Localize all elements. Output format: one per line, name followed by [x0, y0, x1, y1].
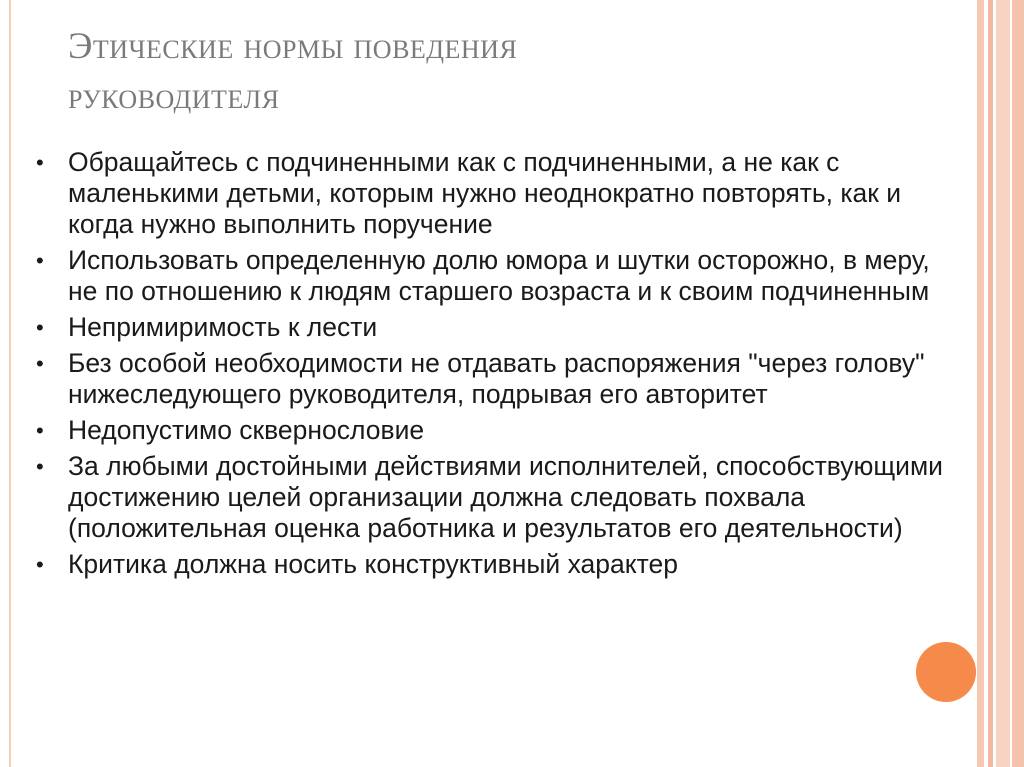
bullet-text: Критика должна носить конструктивный характер — [68, 549, 678, 579]
bullet-item — [30, 312, 965, 343]
decorative-circle-icon — [916, 642, 976, 702]
bullet-icon: • — [36, 454, 44, 479]
slide-title — [68, 22, 928, 122]
bullet-text: За любыми достойными действиями исполнителей, способствующими достижению целей организации должна следовать похвала (положительная оценка работника и результатов его деятельности) — [68, 451, 943, 543]
bullet-list — [30, 147, 965, 585]
bullet-item — [30, 147, 965, 240]
bullet-item — [30, 348, 965, 410]
bullet-text: Недопустимо сквернословие — [68, 415, 425, 445]
bullet-icon: • — [36, 248, 44, 273]
bullet-item — [30, 549, 965, 580]
right-decorative-stripe — [1012, 0, 1024, 767]
bullet-text: Без особой необходимости не отдавать распоряжения "через голову" нижеследующего руководителя, подрывая его авторитет — [68, 348, 925, 409]
bullet-text: Обращайтесь с подчиненными как с подчиненными, а не как с маленькими детьми, которым нужно неоднократно повторять, как и когда нужно выполнить поручение — [68, 147, 902, 239]
bullet-item — [30, 451, 965, 544]
bullet-icon: • — [36, 552, 44, 577]
bullet-text: Использовать определенную долю юмора и шутки осторожно, в меру, не по отношению к людям старшего возраста и к своим подчиненным — [68, 245, 930, 306]
bullet-text: Непримиримость к лести — [68, 312, 378, 342]
bullet-item — [30, 415, 965, 446]
right-decorative-stripe — [996, 0, 1010, 767]
slide-title-line: руководителя — [68, 76, 280, 117]
right-decorative-stripe — [977, 0, 984, 767]
bullet-item — [30, 245, 965, 307]
bullet-icon: • — [36, 418, 44, 443]
bullet-icon: • — [36, 150, 44, 175]
bullet-icon: • — [36, 351, 44, 376]
left-decorative-line — [9, 0, 11, 767]
slide-title-line: Этические нормы поведения — [68, 26, 518, 67]
bullet-icon: • — [36, 315, 44, 340]
